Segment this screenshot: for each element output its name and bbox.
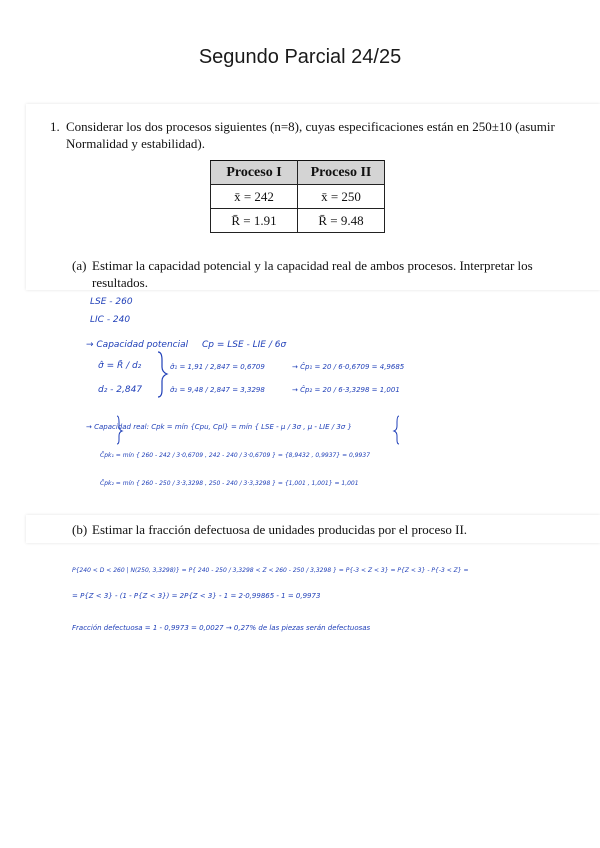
hw-cp-formula: Cp = LSE - LIE / 6σ: [202, 340, 287, 350]
question-text: Considerar los dos procesos siguientes (n=8), cuyas especificaciones están en 250±10 (asumir Normalidad y estabilidad).: [66, 119, 555, 151]
table-cell: x̄ = 242: [211, 185, 298, 209]
table-header-proceso-i: Proceso I: [211, 161, 298, 185]
hw-lse: LSE - 260: [90, 297, 133, 307]
table-cell: R̄ = 1.91: [211, 209, 298, 233]
part-b-text: Estimar la fracción defectuosa de unidades producidas por el proceso II.: [92, 522, 468, 537]
hw-b-line2: = P{Z < 3} - (1 - P{Z < 3}) = 2P{Z < 3} - 1 = 2·0,99865 - 1 = 0,9973: [72, 592, 321, 600]
hw-cpk-heading: → Capacidad real: Cpk = mín {Cpu, Cpl} = mín { LSE - μ / 3σ , μ - LIE / 3σ }: [86, 423, 352, 431]
hw-cpk1: Ĉpk₁ = mín { 260 - 242 / 3·0,6709 , 242 - 240 / 3·0,6709 } = {8,9432 , 0,9937} = 0,9937: [100, 452, 371, 459]
part-a-text: Estimar la capacidad potencial y la capacidad real de ambos procesos. Interpretar los resultados.: [92, 258, 533, 290]
hw-b-line1: P{240 < D < 260 | N(250, 3,3298)} = P{ 240 - 250 / 3,3298 < Z < 260 - 250 / 3,3298 } = P{-3 < Z < 3} = P{Z < 3} - P{-3 < Z} =: [72, 567, 469, 574]
hw-cp1: → Ĉp₁ = 20 / 6·0,6709 = 4,9685: [292, 363, 405, 371]
hw-sigma1: σ̂₁ = 1,91 / 2,847 = 0,6709: [170, 363, 265, 371]
hw-sigma2: σ̂₂ = 9,48 / 2,847 = 3,3298: [170, 386, 265, 394]
table-header-proceso-ii: Proceso II: [298, 161, 385, 185]
hw-cp2: → Ĉp₂ = 20 / 6·3,3298 = 1,001: [292, 386, 400, 394]
hw-lie: LIC - 240: [90, 315, 131, 325]
table-cell: x̄ = 250: [298, 185, 385, 209]
page-title: Segundo Parcial 24/25: [198, 46, 402, 68]
part-a-label: (a): [72, 258, 87, 273]
hw-sigma-formula: σ̂ = R̄ / d₂: [98, 361, 142, 371]
question-number: 1.: [50, 119, 60, 134]
table-cell: R̄ = 9.48: [298, 209, 385, 233]
hw-b-line3: Fracción defectuosa = 1 - 0,9973 = 0,0027 → 0,27% de las piezas serán defectuosas: [72, 624, 371, 632]
part-b-label: (b): [72, 522, 88, 537]
hw-cp-heading: → Capacidad potencial: [86, 340, 189, 350]
hw-cpk2: Ĉpk₂ = mín { 260 - 250 / 3·3,3298 , 250 - 240 / 3·3,3298 } = {1,001 , 1,001} = 1,001: [100, 480, 359, 487]
hw-d2: d₂ - 2,847: [98, 385, 143, 395]
